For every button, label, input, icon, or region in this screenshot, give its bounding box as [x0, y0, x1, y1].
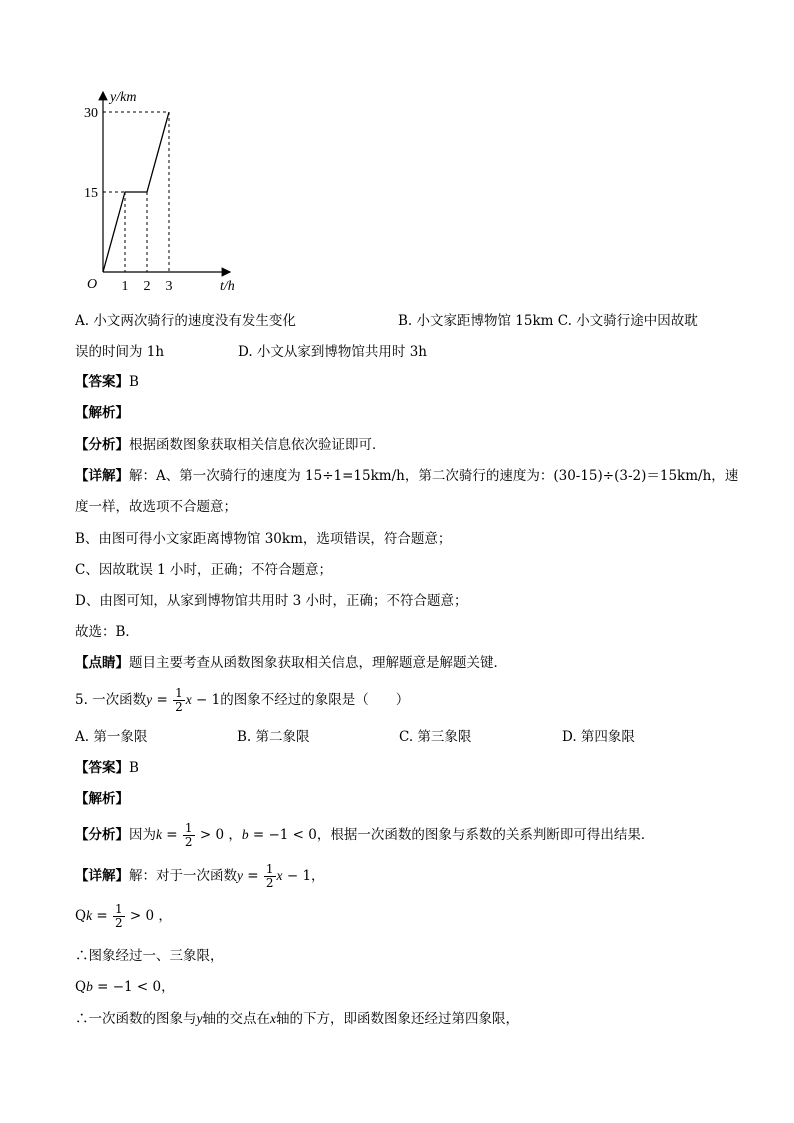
var-k: k — [86, 908, 93, 923]
xiangjie-b: B、由图可得小文家距离博物馆 30km，选项错误，符合题意； — [75, 531, 452, 547]
y-tick-label: 30 — [84, 106, 98, 121]
x-tick-label: 1 — [121, 279, 129, 294]
dianjing-line — [75, 653, 507, 673]
q5-stem — [75, 680, 409, 720]
q5-step-k — [75, 896, 172, 936]
q5-option-b: B. 第二象限 — [237, 729, 310, 745]
distance-time-graph — [70, 82, 240, 297]
frac-num: 1 — [184, 821, 193, 835]
eq-sign: = — [243, 868, 263, 884]
answer-value: B — [129, 760, 139, 776]
fraction — [183, 822, 195, 849]
q5-xiangjie-line: 【详解】解：对于一次函数y = $\frac{1}{2}$ x − 1， — [75, 862, 325, 890]
q5-step-quadrants: ∴图象经过一、三象限， — [75, 948, 224, 964]
x-tick-label: 2 — [143, 279, 151, 294]
xiangjie-text: 解：A、第一次骑行的速度为 15÷1=15km/h，第二次骑行的速度为：(30-15)÷(3-2)＝15km/h，速 — [129, 468, 739, 484]
x-tick-label: 3 — [165, 279, 173, 294]
xiangjie-choice: 故选：B． — [75, 624, 139, 640]
xiangjie-pre: 解：对于一次函数 — [129, 868, 237, 884]
frac-den: 2 — [175, 700, 183, 714]
q5-option-d: D. 第四象限 — [562, 729, 635, 745]
var-x: x — [270, 1011, 276, 1026]
fraction — [113, 903, 125, 930]
frac-num: 1 — [114, 902, 123, 916]
var-x: x — [185, 692, 192, 707]
answer-tag: 【答案】 — [75, 374, 129, 390]
var-y: y — [196, 1011, 203, 1026]
option-a: A. 小文两次骑行的速度没有发生变化 — [75, 313, 296, 329]
because-symbol: Q — [75, 979, 87, 995]
xiangjie-c: C、因故耽误 1 小时，正确；不符合题意； — [75, 562, 333, 578]
origin-label: O — [87, 277, 98, 292]
y-tick-label: 15 — [84, 186, 98, 201]
gt-zero: > 0 ， — [125, 908, 172, 924]
option-d: D. 小文从家到博物馆共用时 3h — [238, 344, 427, 360]
dianjing-text: 题目主要考查从函数图象获取相关信息，理解题意是解题关键． — [129, 655, 507, 671]
q5-option-a: A. 第一象限 — [75, 729, 148, 745]
analysis-tag: 【解析】 — [75, 405, 129, 421]
fraction — [173, 687, 185, 714]
intercept-post: 轴的下方，即函数图象还经过第四象限， — [276, 1011, 519, 1027]
var-b: b — [241, 827, 249, 842]
xiangjie-cont: 度一样，故选项不合题意； — [75, 499, 237, 515]
xiangjie-line — [75, 466, 738, 486]
b-expr: = −1 < 0， — [92, 979, 175, 995]
intercept-mid: 轴的交点在 — [202, 1011, 270, 1027]
xiangjie-d: D、由图可知，从家到博物馆共用时 3 小时，正确；不符合题意； — [75, 593, 468, 609]
dianjing-tag: 【点睛】 — [75, 655, 129, 671]
option-c-cont: 误的时间为 1h — [75, 344, 165, 360]
frac-num: 1 — [265, 862, 274, 876]
q5-option-c: C. 第三象限 — [399, 729, 472, 745]
option-b: B. 小文家距博物馆 15km — [398, 313, 554, 329]
eq-sign: = — [162, 827, 182, 843]
eq-sign: = — [152, 692, 173, 708]
xiangjie-tag: 【详解】 — [75, 468, 129, 484]
minus-one: − 1 — [191, 692, 221, 708]
xiangjie-tag: 【详解】 — [75, 868, 129, 884]
fraction — [264, 863, 276, 890]
answer-tag: 【答案】 — [75, 760, 129, 776]
q5-analysis-tag: 【解析】 — [75, 791, 129, 807]
fenxi-pre: 因为 — [129, 827, 156, 843]
fenxi-line — [75, 435, 386, 455]
fenxi-post: ，根据一次函数的图象与系数的关系判断即可得出结果． — [316, 827, 655, 843]
q5-stem-post: 的图象不经过的象限是（ ） — [220, 692, 410, 708]
series-line — [103, 112, 169, 272]
fenxi-tag: 【分析】 — [75, 437, 129, 453]
frac-den: 2 — [184, 835, 193, 849]
fenxi-tag: 【分析】 — [75, 827, 129, 843]
answer-value: B — [129, 374, 139, 390]
b-expr: = −1 < 0 — [248, 827, 317, 843]
var-y: y — [237, 868, 243, 883]
q5-answer-line — [75, 758, 139, 778]
q5-stem-pre: 5. 一次函数 — [75, 692, 147, 708]
q5-step-b — [75, 977, 175, 997]
q5-fenxi-line — [75, 815, 654, 855]
q5-step-intercept — [75, 1009, 519, 1029]
var-k: k — [156, 827, 162, 842]
frac-den: 2 — [114, 916, 123, 930]
var-y: y — [146, 692, 153, 707]
options-b-c — [398, 311, 698, 331]
var-x: x — [276, 868, 283, 883]
answer-line — [75, 372, 139, 392]
gt-zero: > 0 ， — [195, 827, 242, 843]
frac-num: 1 — [175, 686, 183, 700]
var-b: b — [86, 979, 93, 994]
y-axis-label: y/km — [110, 90, 137, 105]
frac-den: 2 — [265, 876, 274, 890]
fenxi-text: 根据函数图象获取相关信息依次验证即可． — [129, 437, 386, 453]
eq-sign: = — [92, 908, 112, 924]
because-symbol: Q — [75, 908, 87, 924]
x-axis-label: t/h — [220, 279, 235, 294]
intercept-pre: ∴一次函数的图象与 — [75, 1011, 197, 1027]
minus-one: − 1 — [282, 868, 312, 884]
option-c: C. 小文骑行途中因故耽 — [557, 313, 698, 329]
